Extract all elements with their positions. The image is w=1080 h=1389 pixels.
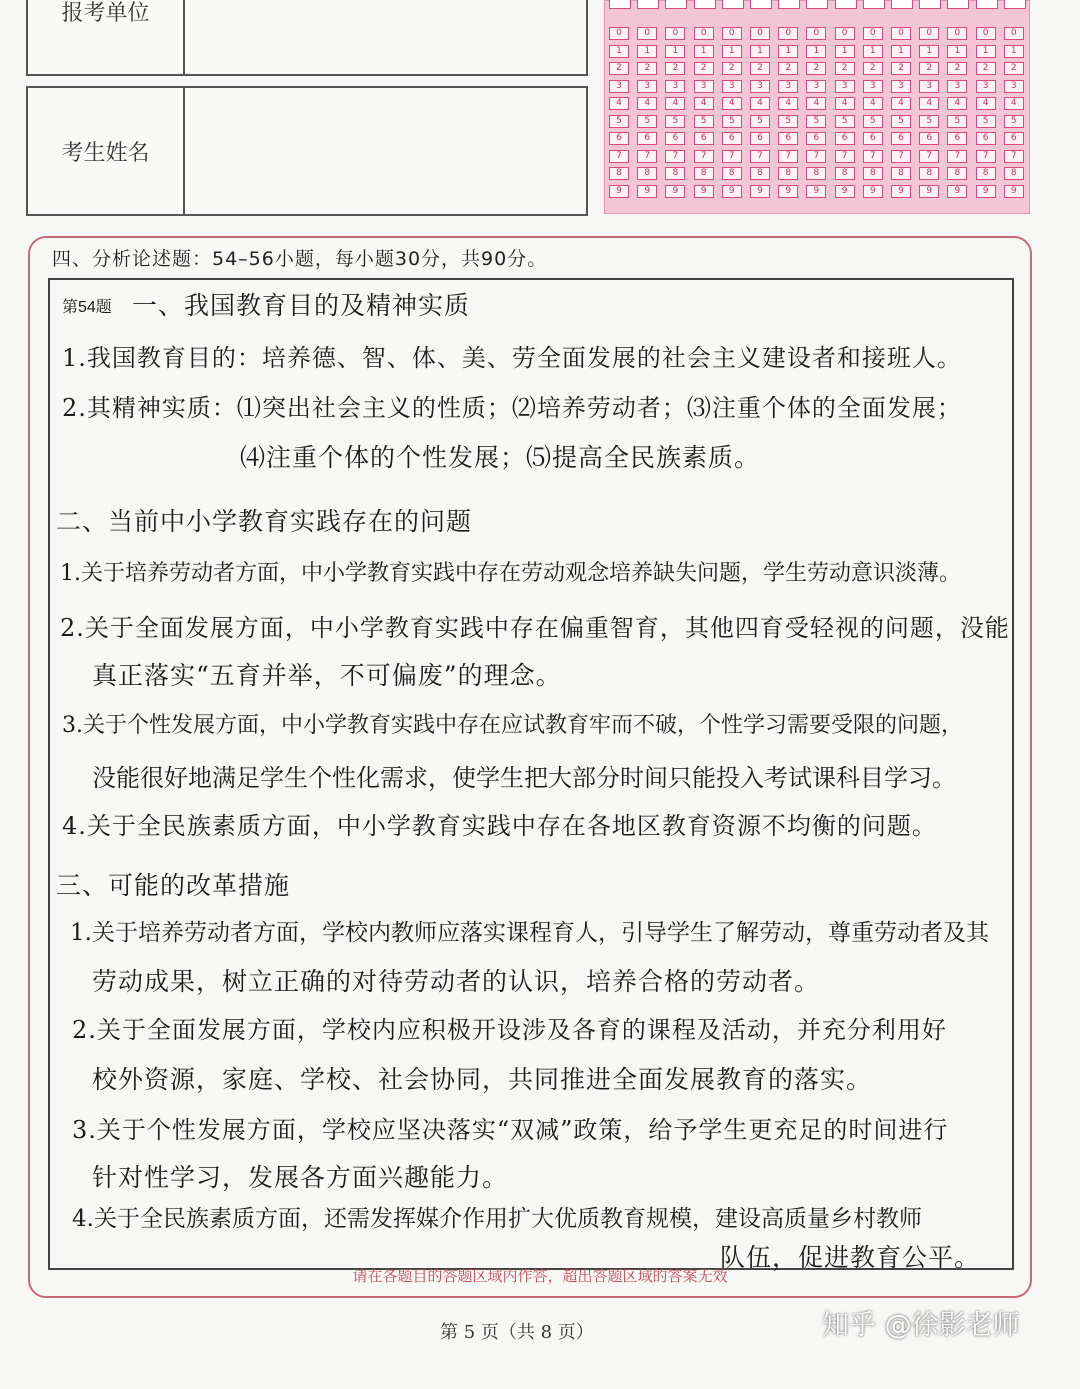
grid-digit-box xyxy=(750,0,772,9)
grid-bubble: 5 xyxy=(919,115,939,128)
grid-bubble: 3 xyxy=(863,80,883,93)
grid-digit-box xyxy=(919,0,941,9)
answer-line: 2.关于全面发展方面，学校内应积极开设涉及各育的课程及活动，并充分利用好 xyxy=(72,1016,947,1044)
grid-bubble: 6 xyxy=(750,132,770,145)
grid-bubble: 4 xyxy=(947,97,967,110)
answer-line: 1.我国教育目的：培养德、智、体、美、劳全面发展的社会主义建设者和接班人。 xyxy=(62,344,962,372)
section-title: 四、分析论述题：54–56小题，每小题30分，共90分。 xyxy=(52,248,548,270)
grid-bubble: 7 xyxy=(976,150,996,163)
grid-bubble: 6 xyxy=(863,132,883,145)
grid-bubble: 6 xyxy=(665,132,685,145)
grid-bubble: 6 xyxy=(637,132,657,145)
grid-bubble: 8 xyxy=(637,167,657,180)
grid-bubble: 9 xyxy=(806,185,826,198)
grid-bubble: 5 xyxy=(665,115,685,128)
grid-bubble: 4 xyxy=(806,97,826,110)
grid-bubble: 9 xyxy=(1004,185,1024,198)
grid-bubble: 0 xyxy=(976,27,996,40)
answer-line: 3.关于个性发展方面，中小学教育实践中存在应试教育牢而不破，个性学习需要受限的问题， xyxy=(62,713,963,738)
grid-bubble: 4 xyxy=(1004,97,1024,110)
grid-bubble: 7 xyxy=(863,150,883,163)
grid-bubble: 8 xyxy=(722,167,742,180)
grid-digit-box xyxy=(665,0,687,9)
exam-unit-field xyxy=(26,0,588,76)
grid-bubble: 9 xyxy=(778,185,798,198)
grid-bubble: 4 xyxy=(722,97,742,110)
grid-bubble: 3 xyxy=(750,80,770,93)
grid-bubble: 0 xyxy=(835,27,855,40)
candidate-name-label: 考生姓名 xyxy=(28,88,185,214)
grid-digit-box xyxy=(806,0,828,9)
grid-bubble: 5 xyxy=(863,115,883,128)
grid-bubble: 9 xyxy=(722,185,742,198)
grid-bubble: 3 xyxy=(835,80,855,93)
grid-bubble: 6 xyxy=(722,132,742,145)
watermark: 知乎 @徐影老师 xyxy=(822,1310,1020,1341)
grid-bubble: 0 xyxy=(806,27,826,40)
grid-bubble: 8 xyxy=(665,167,685,180)
grid-bubble: 9 xyxy=(835,185,855,198)
grid-bubble: 2 xyxy=(750,62,770,75)
answer-line: 劳动成果，树立正确的对待劳动者的认识，培养合格的劳动者。 xyxy=(92,967,821,996)
grid-bubble: 1 xyxy=(835,45,855,58)
answer-line: 4.关于全民族素质方面，中小学教育实践中存在各地区教育资源不均衡的问题。 xyxy=(62,812,937,840)
grid-bubble: 6 xyxy=(835,132,855,145)
grid-bubble: 7 xyxy=(1004,150,1024,163)
grid-bubble: 8 xyxy=(947,167,967,180)
grid-bubble: 9 xyxy=(694,185,714,198)
grid-bubble: 5 xyxy=(778,115,798,128)
grid-bubble: 5 xyxy=(1004,115,1024,128)
grid-bubble: 9 xyxy=(919,185,939,198)
grid-digit-box xyxy=(947,0,969,9)
grid-bubble: 5 xyxy=(835,115,855,128)
grid-bubble: 3 xyxy=(665,80,685,93)
grid-bubble: 3 xyxy=(947,80,967,93)
grid-bubble: 8 xyxy=(976,167,996,180)
grid-bubble: 0 xyxy=(637,27,657,40)
grid-bubble: 9 xyxy=(891,185,911,198)
grid-bubble: 9 xyxy=(637,185,657,198)
answer-line: 没能很好地满足学生个性化需求，使学生把大部分时间只能投入考试课科目学习。 xyxy=(92,764,956,792)
answer-line: ⑷注重个体的个性发展；⑸提高全民族素质。 xyxy=(240,443,761,472)
grid-bubble: 8 xyxy=(750,167,770,180)
grid-bubble: 9 xyxy=(609,185,629,198)
grid-digit-box xyxy=(778,0,800,9)
grid-bubble: 0 xyxy=(1004,27,1024,40)
grid-bubble: 8 xyxy=(806,167,826,180)
grid-bubble: 0 xyxy=(750,27,770,40)
grid-bubble: 7 xyxy=(778,150,798,163)
grid-bubble: 4 xyxy=(665,97,685,110)
grid-bubble: 5 xyxy=(891,115,911,128)
grid-bubble: 1 xyxy=(750,45,770,58)
grid-bubble: 7 xyxy=(665,150,685,163)
grid-bubble: 4 xyxy=(891,97,911,110)
grid-bubble: 2 xyxy=(919,62,939,75)
grid-bubble: 4 xyxy=(835,97,855,110)
answer-area-warning: 请在各题目的答题区域内作答，超出答题区域的答案无效 xyxy=(352,1267,728,1285)
answer-line: 4.关于全民族素质方面，还需发挥媒介作用扩大优质教育规模，建设高质量乡村教师 xyxy=(72,1206,922,1232)
grid-bubble: 8 xyxy=(919,167,939,180)
grid-bubble: 0 xyxy=(694,27,714,40)
grid-digit-box xyxy=(694,0,716,9)
grid-bubble: 9 xyxy=(750,185,770,198)
grid-bubble: 2 xyxy=(976,62,996,75)
answer-line: 针对性学习，发展各方面兴趣能力。 xyxy=(92,1163,509,1192)
grid-bubble: 5 xyxy=(750,115,770,128)
grid-bubble: 3 xyxy=(722,80,742,93)
grid-bubble: 0 xyxy=(863,27,883,40)
grid-bubble: 0 xyxy=(891,27,911,40)
grid-bubble: 2 xyxy=(806,62,826,75)
grid-bubble: 3 xyxy=(694,80,714,93)
grid-bubble: 1 xyxy=(863,45,883,58)
grid-bubble: 8 xyxy=(609,167,629,180)
grid-bubble: 3 xyxy=(1004,80,1024,93)
grid-bubble: 4 xyxy=(976,97,996,110)
grid-bubble: 0 xyxy=(609,27,629,40)
grid-bubble: 5 xyxy=(694,115,714,128)
grid-bubble: 2 xyxy=(947,62,967,75)
grid-bubble: 7 xyxy=(750,150,770,163)
grid-bubble: 8 xyxy=(778,167,798,180)
grid-bubble: 7 xyxy=(637,150,657,163)
grid-bubble: 6 xyxy=(694,132,714,145)
grid-bubble: 6 xyxy=(1004,132,1024,145)
grid-bubble: 3 xyxy=(806,80,826,93)
grid-bubble: 4 xyxy=(609,97,629,110)
grid-bubble: 1 xyxy=(891,45,911,58)
candidate-name-field xyxy=(26,86,588,216)
grid-bubble: 1 xyxy=(609,45,629,58)
grid-bubble: 0 xyxy=(665,27,685,40)
grid-digit-box xyxy=(976,0,998,9)
grid-bubble: 5 xyxy=(947,115,967,128)
answer-line: 真正落实“五育并举，不可偏废”的理念。 xyxy=(92,661,562,690)
grid-bubble: 2 xyxy=(722,62,742,75)
grid-digit-box xyxy=(863,0,885,9)
grid-bubble: 1 xyxy=(694,45,714,58)
grid-bubble: 4 xyxy=(919,97,939,110)
grid-bubble: 3 xyxy=(919,80,939,93)
exam-unit-label: 报考单位 xyxy=(28,0,185,76)
grid-bubble: 2 xyxy=(665,62,685,75)
grid-bubble: 7 xyxy=(806,150,826,163)
grid-bubble: 9 xyxy=(976,185,996,198)
grid-bubble: 1 xyxy=(947,45,967,58)
grid-bubble: 2 xyxy=(863,62,883,75)
grid-bubble: 2 xyxy=(609,62,629,75)
grid-bubble: 8 xyxy=(891,167,911,180)
grid-bubble: 0 xyxy=(722,27,742,40)
grid-bubble: 0 xyxy=(919,27,939,40)
grid-digit-box xyxy=(1004,0,1026,9)
grid-bubble: 5 xyxy=(609,115,629,128)
grid-bubble: 1 xyxy=(976,45,996,58)
grid-digit-box xyxy=(835,0,857,9)
answer-line: 1.关于培养劳动者方面，中小学教育实践中存在劳动观念培养缺失问题，学生劳动意识淡薄。 xyxy=(60,561,961,586)
grid-bubble: 1 xyxy=(778,45,798,58)
grid-bubble: 7 xyxy=(609,150,629,163)
grid-bubble: 5 xyxy=(976,115,996,128)
grid-bubble: 2 xyxy=(778,62,798,75)
grid-bubble: 9 xyxy=(863,185,883,198)
grid-bubble: 1 xyxy=(722,45,742,58)
page-number: 第 5 页（共 8 页） xyxy=(440,1322,594,1343)
answer-line: 一、我国教育目的及精神实质 xyxy=(132,291,471,320)
grid-bubble: 1 xyxy=(1004,45,1024,58)
grid-bubble: 3 xyxy=(609,80,629,93)
grid-bubble: 3 xyxy=(778,80,798,93)
question-number: 第54题 xyxy=(62,299,112,316)
answer-line: 2.关于全面发展方面，中小学教育实践中存在偏重智育，其他四育受轻视的问题，没能 xyxy=(60,614,1010,642)
grid-bubble: 2 xyxy=(1004,62,1024,75)
answer-line: 校外资源，家庭、学校、社会协同，共同推进全面发展教育的落实。 xyxy=(92,1065,873,1094)
grid-bubble: 6 xyxy=(919,132,939,145)
grid-bubble: 6 xyxy=(806,132,826,145)
grid-bubble: 7 xyxy=(722,150,742,163)
grid-bubble: 5 xyxy=(637,115,657,128)
grid-bubble: 7 xyxy=(835,150,855,163)
grid-bubble: 0 xyxy=(778,27,798,40)
grid-bubble: 4 xyxy=(863,97,883,110)
answer-line: 三、可能的改革措施 xyxy=(56,871,291,900)
grid-bubble: 0 xyxy=(947,27,967,40)
grid-bubble: 6 xyxy=(976,132,996,145)
grid-bubble: 4 xyxy=(637,97,657,110)
answer-line: 二、当前中小学教育实践存在的问题 xyxy=(56,507,473,536)
grid-digit-box xyxy=(722,0,744,9)
grid-bubble: 8 xyxy=(1004,167,1024,180)
grid-bubble: 2 xyxy=(835,62,855,75)
grid-bubble: 3 xyxy=(891,80,911,93)
grid-bubble: 6 xyxy=(947,132,967,145)
answer-line: 1.关于培养劳动者方面，学校内教师应落实课程育人，引导学生了解劳动，尊重劳动者及其 xyxy=(70,920,989,946)
grid-bubble: 8 xyxy=(835,167,855,180)
grid-bubble: 9 xyxy=(947,185,967,198)
grid-bubble: 3 xyxy=(637,80,657,93)
grid-bubble: 1 xyxy=(637,45,657,58)
answer-line: 队伍，促进教育公平。 xyxy=(720,1243,981,1272)
grid-bubble: 5 xyxy=(806,115,826,128)
grid-bubble: 2 xyxy=(637,62,657,75)
grid-bubble: 3 xyxy=(976,80,996,93)
grid-bubble: 2 xyxy=(891,62,911,75)
grid-bubble: 7 xyxy=(891,150,911,163)
grid-bubble: 7 xyxy=(919,150,939,163)
answer-line: 3.关于个性发展方面，学校应坚决落实“双减”政策，给予学生更充足的时间进行 xyxy=(72,1116,949,1144)
answer-line: 2.其精神实质：⑴突出社会主义的性质；⑵培养劳动者；⑶注重个体的全面发展； xyxy=(62,394,962,422)
grid-bubble: 8 xyxy=(863,167,883,180)
grid-bubble: 9 xyxy=(665,185,685,198)
grid-bubble: 1 xyxy=(806,45,826,58)
exam-number-grid xyxy=(604,0,1030,214)
grid-bubble: 7 xyxy=(947,150,967,163)
grid-bubble: 2 xyxy=(694,62,714,75)
grid-bubble: 8 xyxy=(694,167,714,180)
grid-bubble: 1 xyxy=(919,45,939,58)
grid-bubble: 1 xyxy=(665,45,685,58)
grid-digit-box xyxy=(891,0,913,9)
grid-bubble: 6 xyxy=(778,132,798,145)
grid-bubble: 5 xyxy=(722,115,742,128)
grid-bubble: 4 xyxy=(694,97,714,110)
grid-bubble: 4 xyxy=(750,97,770,110)
grid-bubble: 6 xyxy=(891,132,911,145)
grid-bubble: 6 xyxy=(609,132,629,145)
grid-bubble: 4 xyxy=(778,97,798,110)
grid-digit-box xyxy=(637,0,659,9)
grid-bubble: 7 xyxy=(694,150,714,163)
grid-digit-box xyxy=(609,0,631,9)
